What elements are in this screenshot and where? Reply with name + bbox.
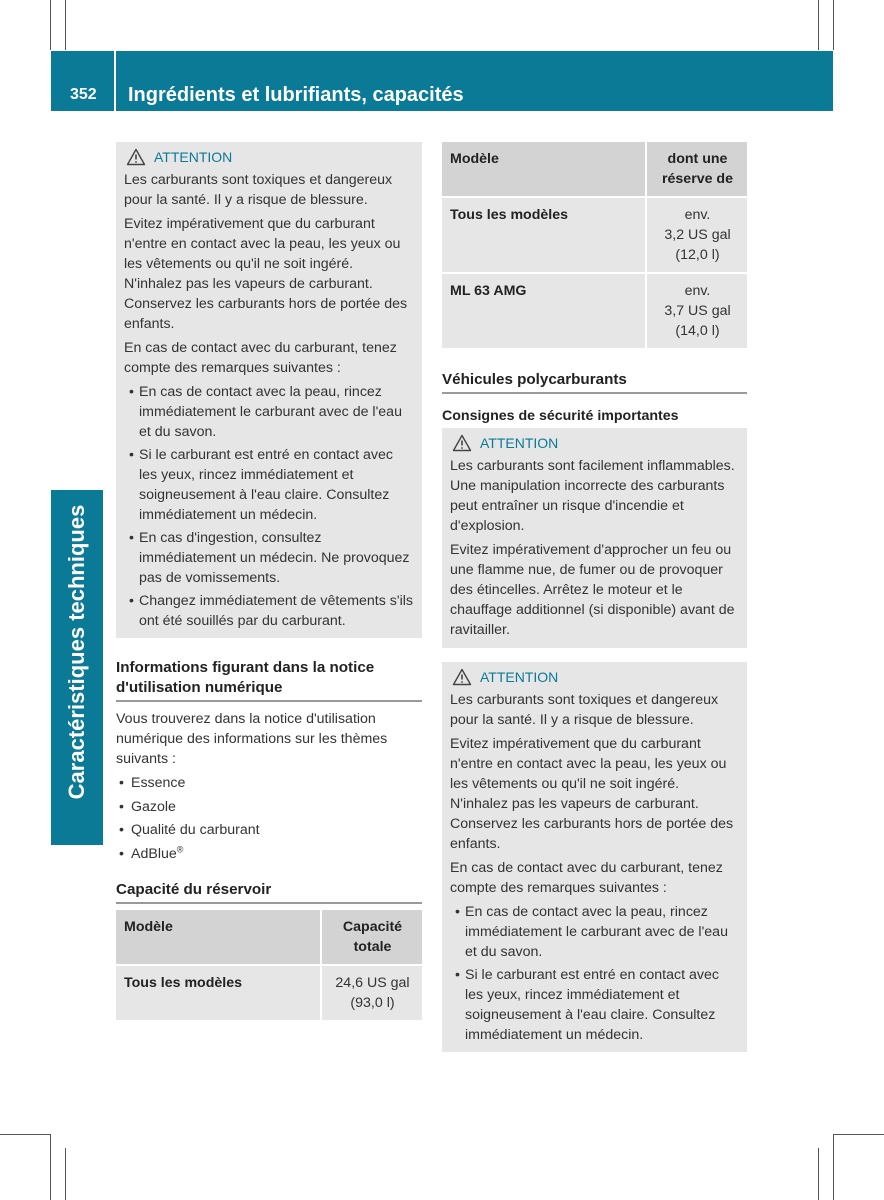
warning-triangle-icon xyxy=(452,434,472,452)
table-header-row xyxy=(116,910,422,966)
value-line: 3,2 US gal xyxy=(664,227,731,243)
section-heading: Capacité du réservoir xyxy=(116,880,422,904)
warning-text: Evitez impérativement que du carburant n'entre en contact avec la peau, les yeux ou les vêtements ou qu'il ne soit ingéré. N'inhalez pas les vapeurs de carburant. Conservez les carburants hors de portée des enfants. xyxy=(450,736,734,852)
table-row xyxy=(442,274,747,350)
list-item: • Qualité du carburant xyxy=(116,820,422,840)
table-header-cell: Modèle xyxy=(116,910,322,966)
table-cell-value xyxy=(647,274,747,350)
table-cell-label: ML 63 AMG xyxy=(442,274,647,350)
left-column xyxy=(116,142,422,1022)
section-heading: Informations figurant dans la notice d'utilisation numérique xyxy=(116,658,422,702)
table-cell-label: Tous les modèles xyxy=(442,198,647,274)
table-row xyxy=(442,198,747,274)
crop-mark xyxy=(834,1134,884,1135)
table-header-cell: Capacité totale xyxy=(322,910,422,966)
crop-mark xyxy=(833,0,834,50)
warning-list xyxy=(124,382,414,631)
warning-triangle-icon xyxy=(126,148,146,166)
crop-mark xyxy=(50,0,51,50)
list-item-text: AdBlue xyxy=(131,845,177,862)
topic-list xyxy=(116,773,422,864)
table-header-cell: Modèle xyxy=(442,142,647,198)
value-line: 3,7 US gal xyxy=(664,303,731,319)
section-heading: Véhicules polycarburants xyxy=(442,370,747,394)
table-cell-value xyxy=(647,198,747,274)
warning-box xyxy=(442,662,747,1052)
warning-text: Les carburants sont toxiques et dangereux pour la santé. Il y a risque de blessure. xyxy=(124,172,393,208)
list-item: • Changez immédiatement de vêtements s'ils ont été souillés par du carburant. xyxy=(124,591,414,631)
warning-text: Les carburants sont facilement inflammables. Une manipulation incorrecte des carburants peut entraîner un risque d'incendie et d'explosion. xyxy=(450,458,735,534)
tank-capacity-table xyxy=(116,910,422,1022)
table-header-cell: dont une réserve de xyxy=(647,142,747,198)
list-item: • Gazole xyxy=(116,797,422,817)
warning-header xyxy=(450,432,739,454)
warning-text: Evitez impérativement d'approcher un feu ou une flamme nue, de fumer ou de provoquer des étincelles. Arrêtez le moteur et le chauffage additionnel (si disponible) avant de ravitailler. xyxy=(450,542,735,638)
crop-mark xyxy=(50,1134,51,1200)
warning-text: Evitez impérativement que du carburant n'entre en contact avec la peau, les yeux ou les vêtements ou qu'il ne soit ingéré. N'inhalez pas les vapeurs de carburant. Conservez les carburants hors de portée des enfants. xyxy=(124,216,408,332)
page-number: 352 xyxy=(70,86,97,103)
warning-header xyxy=(124,146,414,168)
value-line: 24,6 US gal xyxy=(335,974,410,991)
table-cell-label: Tous les modèles xyxy=(116,966,322,1022)
list-item xyxy=(116,844,422,864)
crop-mark xyxy=(818,1148,819,1200)
warning-list xyxy=(450,902,739,1045)
crop-mark xyxy=(65,0,66,50)
warning-text: En cas de contact avec du carburant, tenez compte des remarques suivantes : xyxy=(450,860,723,896)
list-item: • En cas d'ingestion, consultez immédiatement un médecin. Ne provoquez pas de vomissements. xyxy=(124,528,414,588)
warning-box xyxy=(442,428,747,648)
crop-mark xyxy=(818,0,819,50)
value-line: env. xyxy=(684,207,711,223)
warning-triangle-icon xyxy=(452,668,472,686)
value-line: (93,0 l) xyxy=(350,994,395,1011)
subsection-heading: Consignes de sécurité importantes xyxy=(442,408,679,424)
value-line: (12,0 l) xyxy=(675,247,720,263)
warning-label: ATTENTION xyxy=(480,435,559,451)
value-line: (14,0 l) xyxy=(675,323,720,339)
warning-box xyxy=(116,142,422,638)
side-tab-label: Caractéristiques techniques xyxy=(64,504,89,800)
crop-mark xyxy=(833,1134,834,1200)
warning-label: ATTENTION xyxy=(480,669,559,685)
section-intro: Vous trouverez dans la notice d'utilisation numérique des informations sur les thèmes suivants : xyxy=(116,711,388,767)
list-item: • Si le carburant est entré en contact avec les yeux, rincez immédiatement et soigneusement à l'eau claire. Consultez immédiatement un médecin. xyxy=(450,965,739,1045)
warning-text: Les carburants sont toxiques et dangereux pour la santé. Il y a risque de blessure. xyxy=(450,692,719,728)
crop-mark xyxy=(0,1134,50,1135)
table-header-row xyxy=(442,142,747,198)
right-column xyxy=(442,142,747,1052)
list-item: • Si le carburant est entré en contact avec les yeux, rincez immédiatement et soigneusement à l'eau claire. Consultez immédiatement un médecin. xyxy=(124,445,414,525)
list-item: • En cas de contact avec la peau, rincez immédiatement le carburant avec de l'eau et du savon. xyxy=(450,902,739,962)
registered-mark: ® xyxy=(176,843,184,854)
reserve-table xyxy=(442,142,747,350)
list-item: • Essence xyxy=(116,773,422,793)
value-line: env. xyxy=(684,283,711,299)
list-item: • En cas de contact avec la peau, rincez immédiatement le carburant avec de l'eau et du savon. xyxy=(124,382,414,442)
warning-text: En cas de contact avec du carburant, tenez compte des remarques suivantes : xyxy=(124,340,397,376)
table-row xyxy=(116,966,422,1022)
warning-header xyxy=(450,666,739,688)
warning-label: ATTENTION xyxy=(154,149,233,165)
page-title: Ingrédients et lubrifiants, capacités xyxy=(128,84,464,106)
crop-mark xyxy=(65,1148,66,1200)
table-cell-value xyxy=(322,966,422,1022)
